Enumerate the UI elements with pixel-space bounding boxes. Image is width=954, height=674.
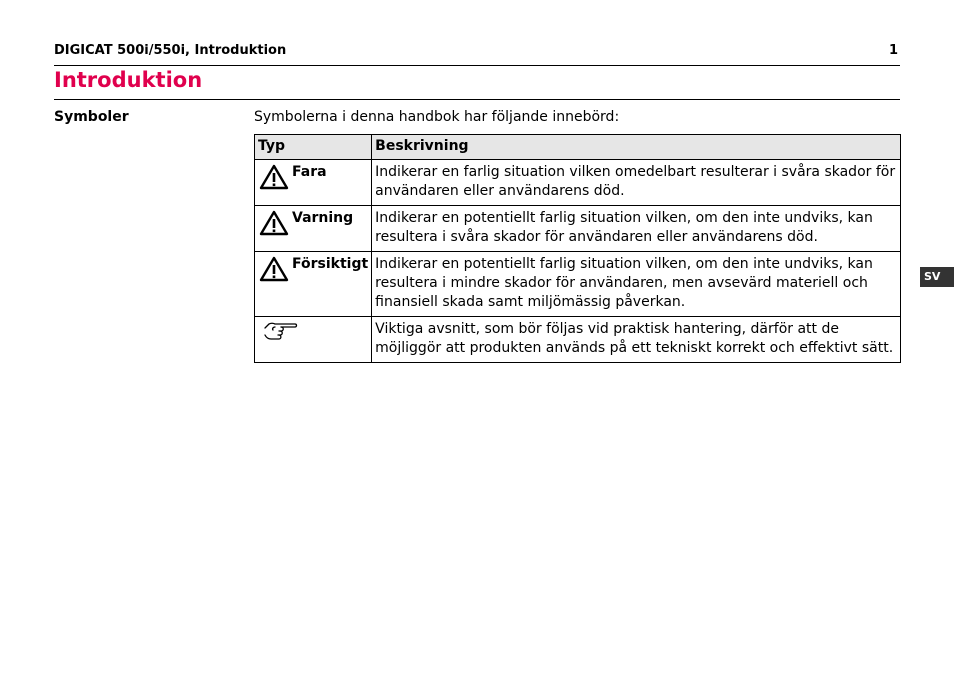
warning-triangle-icon [259,255,289,282]
table-row [255,206,901,252]
section-intro: Symbolerna i denna handbok har följande innebörd: [254,109,620,125]
table-header-row [255,135,901,160]
description-cell: Indikerar en farlig situation vilken omedelbart resulterar i svåra skador för användaren eller användarens död. [372,160,901,206]
type-cell [255,206,372,252]
description-cell: Viktiga avsnitt, som bör följas vid praktisk hantering, därför att de möjliggör att produkten används på ett tekniskt korrekt och effektivt sätt. [372,317,901,363]
symbols-table [254,134,901,363]
pointing-hand-icon [259,332,299,348]
section-label: Symboler [54,109,129,125]
description-cell: Indikerar en potentiellt farlig situation vilken, om den inte undviks, kan resultera i mindre skador för användaren, men avsevärd materiell och finansiell skada samt miljömässig påverkan. [372,252,901,317]
header-rule [54,65,900,66]
column-header-description: Beskrivning [372,135,901,160]
type-label: Varning [292,210,354,226]
type-cell [255,317,372,363]
table-row [255,317,901,363]
type-label: Fara [292,164,327,180]
section-end-rule [254,362,900,363]
type-label: Försiktigt [292,256,369,272]
table-row [255,160,901,206]
page-number: 1 [888,43,898,58]
language-tab: SV [920,267,954,287]
title-rule [54,99,900,100]
type-cell [255,252,372,317]
description-cell: Indikerar en potentiellt farlig situation vilken, om den inte undviks, kan resultera i svåra skador för användaren eller användarens död. [372,206,901,252]
table-row [255,252,901,317]
type-cell [255,160,372,206]
column-header-type: Typ [255,135,372,160]
warning-triangle-icon [259,209,289,236]
running-header: DIGICAT 500i/550i, Introduktion [54,43,287,58]
warning-triangle-icon [259,163,289,190]
page-title: Introduktion [54,68,203,92]
